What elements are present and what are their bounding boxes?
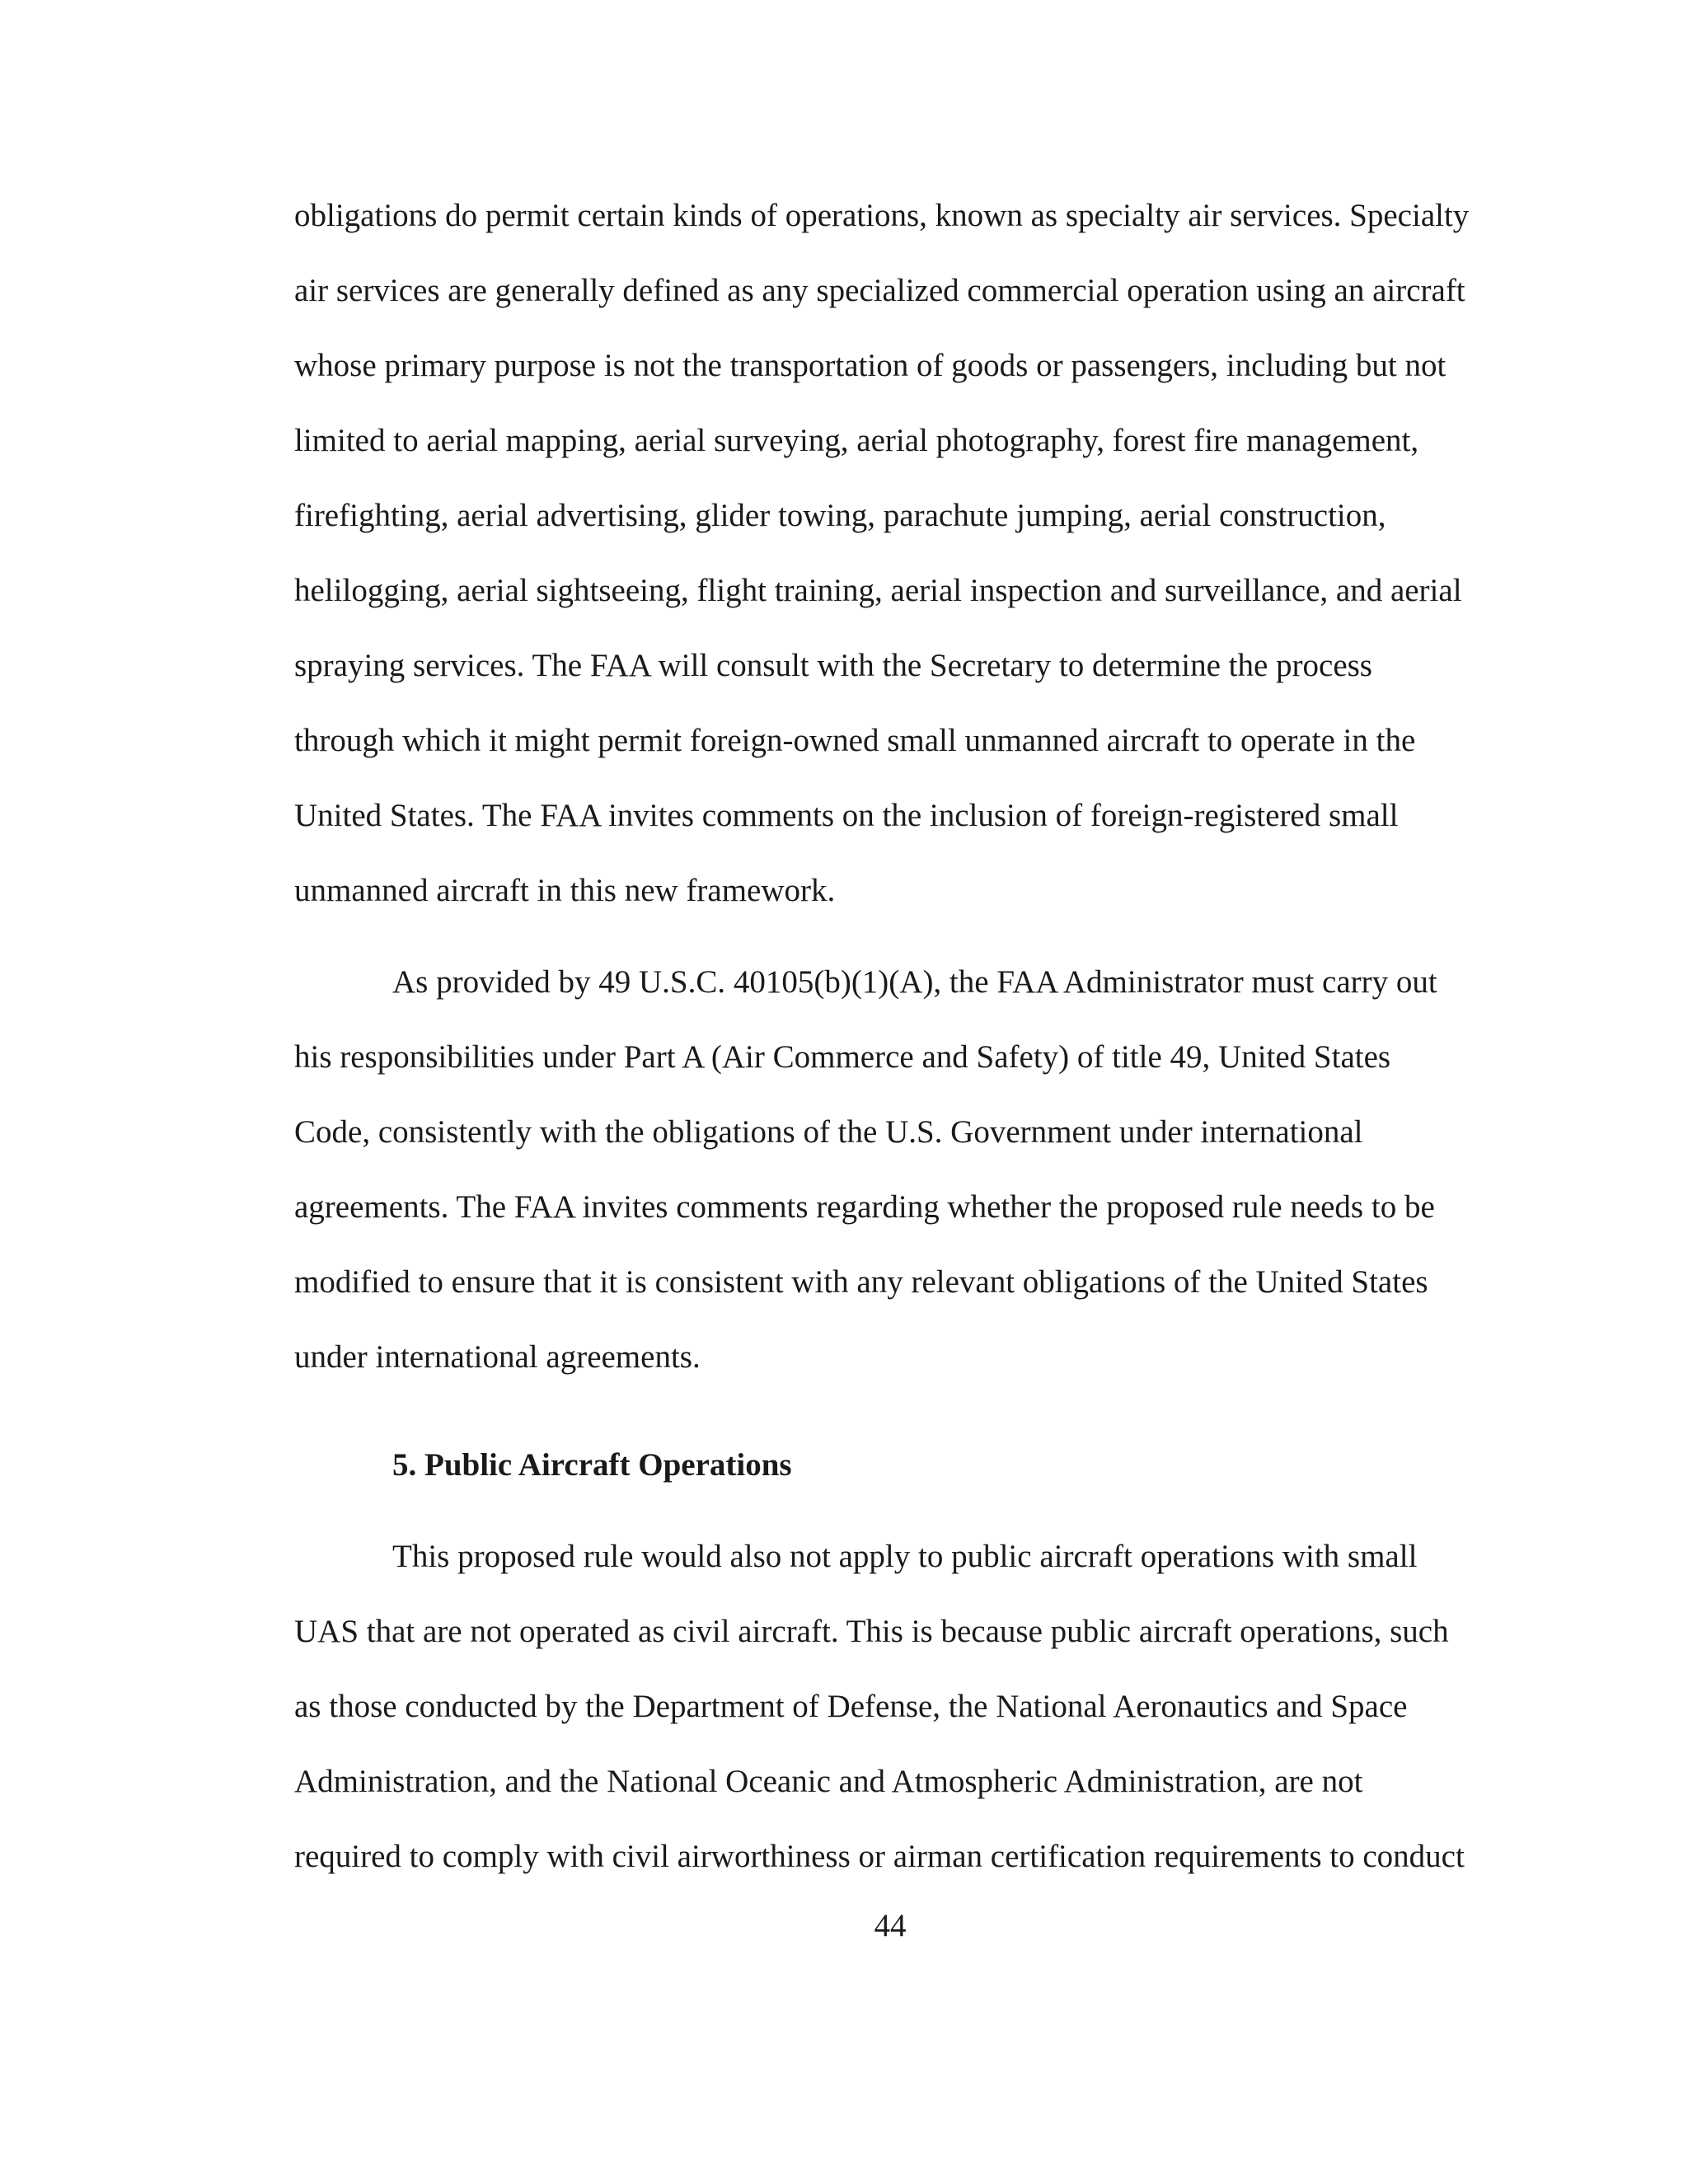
paragraph-line: helilogging, aerial sightseeing, flight training, aerial inspection and surveillance, and aerial [294, 573, 1462, 608]
section-heading: 5. Public Aircraft Operations [392, 1447, 792, 1483]
paragraph-line: Administration, and the National Oceanic and Atmospheric Administration, are not [294, 1764, 1363, 1799]
paragraph-line: obligations do permit certain kinds of operations, known as specialty air services. Specialty [294, 198, 1470, 233]
paragraph-line: This proposed rule would also not apply to public aircraft operations with small [392, 1539, 1418, 1574]
paragraph-line: whose primary purpose is not the transportation of goods or passengers, including but not [294, 348, 1447, 383]
paragraph-line: UAS that are not operated as civil aircraft. This is because public aircraft operations, such [294, 1614, 1449, 1649]
page-number: 44 [874, 1908, 907, 1943]
paragraph-line: his responsibilities under Part A (Air Commerce and Safety) of title 49, United States [294, 1039, 1391, 1075]
paragraph-line: Code, consistently with the obligations of the U.S. Government under international [294, 1114, 1363, 1150]
paragraph-line: spraying services. The FAA will consult with the Secretary to determine the process [294, 648, 1372, 683]
paragraph-line: modified to ensure that it is consistent with any relevant obligations of the United States [294, 1264, 1428, 1300]
paragraph-line: agreements. The FAA invites comments regarding whether the proposed rule needs to be [294, 1189, 1435, 1225]
paragraph-line: required to comply with civil airworthiness or airman certification requirements to conduct [294, 1839, 1465, 1874]
paragraph-line: under international agreements. [294, 1339, 701, 1375]
paragraph-line: air services are generally defined as any specialized commercial operation using an aircraft [294, 273, 1465, 308]
paragraph-line: United States. The FAA invites comments on the inclusion of foreign-registered small [294, 798, 1399, 833]
paragraph-line: unmanned aircraft in this new framework. [294, 873, 836, 908]
paragraph-line: firefighting, aerial advertising, glider towing, parachute jumping, aerial construction, [294, 498, 1386, 533]
paragraph-line: as those conducted by the Department of Defense, the National Aeronautics and Space [294, 1689, 1408, 1724]
paragraph-line: through which it might permit foreign-owned small unmanned aircraft to operate in the [294, 723, 1416, 758]
paragraph-line: As provided by 49 U.S.C. 40105(b)(1)(A), the FAA Administrator must carry out [392, 964, 1437, 1000]
paragraph-line: limited to aerial mapping, aerial surveying, aerial photography, forest fire management, [294, 423, 1419, 458]
